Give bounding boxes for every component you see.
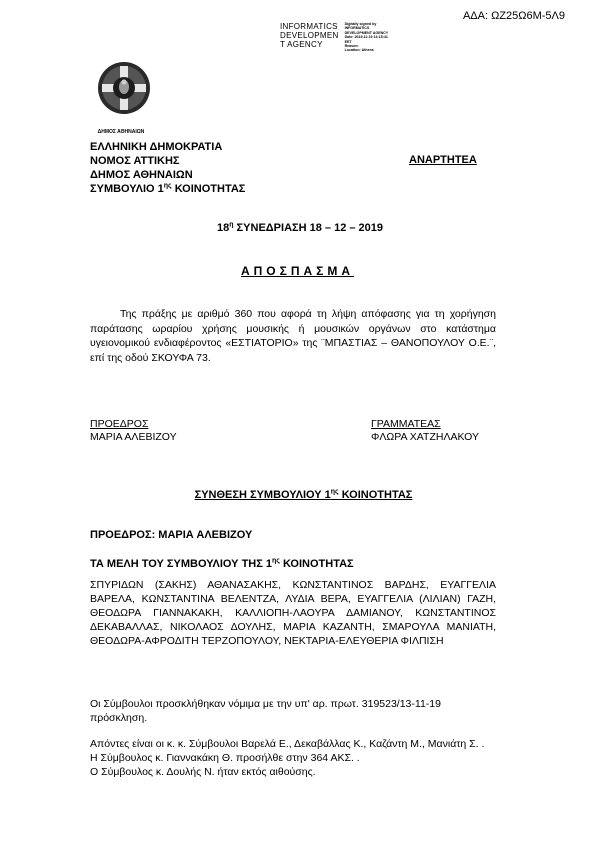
posting-label: ΑΝΑΡΤΗΤΕΑ <box>409 154 477 166</box>
header-line: ΝΟΜΟΣ ΑΤΤΙΚΗΣ <box>90 155 180 167</box>
composition-heading <box>0 489 595 501</box>
stamp-detail-line: Reason: <box>344 44 359 49</box>
heading-text: ΚΟΙΝΟΤΗΤΑΣ <box>338 489 413 501</box>
stamp-detail-line: Date: 2019.12.19 14:15:41 <box>344 35 388 40</box>
stamp-detail-line: DEVELOPMENT AGENCY <box>344 30 389 35</box>
municipality-logo <box>96 60 152 135</box>
heading-text: ΤΑ ΜΕΛΗ ΤΟΥ ΣΥΜΒΟΥΛΙΟΥ ΤΗΣ 1 <box>90 558 273 570</box>
stamp-detail-line: EET <box>344 39 352 44</box>
president-name: ΜΑΡΙΑ ΑΛΕΒΙΖΟΥ <box>90 431 177 443</box>
header-text: ΚΟΙΝΟΤΗΤΑΣ <box>171 183 246 195</box>
heading-text: ΚΟΙΝΟΤΗΤΑΣ <box>279 558 354 570</box>
note-line: Ο Σύμβουλος κ. Δουλής Ν. ήταν εκτός αιθούσης. <box>90 766 316 778</box>
note-line: Η Σύμβουλος κ. Γιαννακάκη Θ. προσήλθε στην 364 ΑΚΣ. . <box>90 752 360 764</box>
session-text: ΣΥΝΕΔΡΙΑΣΗ 18 – 12 – 2019 <box>233 222 384 234</box>
president-line: ΠΡΟΕΔΡΟΣ: ΜΑΡΙΑ ΑΛΕΒΙΖΟΥ <box>90 529 253 541</box>
secretary-signature <box>371 418 479 444</box>
decision-paragraph: Της πράξης με αριθμό 360 που αφορά τη λήψη απόφασης για τη χορήγηση παράτασης ωραρίου χρήσης μουσικής ή μουσικών οργάνων στο κατάστημα υγειονομικού ενδιαφέροντος «ΕΣΤΙΑΤΟΡΙΟ» της ¨ΜΠΑΣΤΙΑΣ – ΘΑΝΟΠΟΥΛΟΥ Ο.Ε.¨, επί της οδού ΣΚΟΥΦΑ 73. <box>90 308 496 364</box>
ada-code: ΑΔΑ: ΩΖ25Ω6Μ-5Λ9 <box>462 10 565 22</box>
stamp-detail-line: Location: Athens <box>344 48 374 53</box>
stamp-detail-line: INFORMATICS <box>344 26 370 31</box>
stamp-detail-line: Digitally signed by <box>344 22 377 26</box>
ordinal-suffix: η <box>229 221 234 229</box>
logo-caption: ΔΗΜΟΣ ΑΘΗΝΑΙΩΝ <box>97 129 145 135</box>
stamp-org-line: INFORMATICS <box>280 22 338 31</box>
members-heading <box>90 558 354 570</box>
stamp-org-line: T AGENCY <box>280 40 323 49</box>
secretary-name: ΦΛΩΡΑ ΧΑΤΖΗΛΑΚΟΥ <box>371 431 479 443</box>
header-line: ΔΗΜΟΣ ΑΘΗΝΑΙΩΝ <box>90 169 193 181</box>
president-title: ΠΡΟΕΔΡΟΣ <box>90 418 149 430</box>
invitation-text: Οι Σύμβουλοι προσκλήθηκαν νόμιμα με την υπ' αρ. πρωτ. 319523/13-11-19 πρόσκληση. <box>90 698 441 724</box>
president-signature <box>90 418 177 444</box>
stamp-org-line: DEVELOPMEN <box>280 31 339 40</box>
digital-signature-stamp <box>280 22 388 53</box>
attendance-notes <box>90 737 496 779</box>
ordinal-suffix: ης <box>330 488 339 496</box>
secretary-title: ΓΡΑΜΜΑΤΕΑΣ <box>371 418 441 430</box>
session-title <box>0 222 595 234</box>
ordinal-suffix: ης <box>272 557 280 565</box>
document-title: ΑΠΟΣΠΑΣΜΑ <box>240 264 355 278</box>
heading-text: ΣΥΝΘΕΣΗ ΣΥΜΒΟΥΛΙΟΥ 1 <box>194 489 331 501</box>
session-number: 18 <box>216 222 230 234</box>
header-text: ΣΥΜΒΟΥΛΙΟ 1 <box>90 183 164 195</box>
stamp-org-name <box>280 22 339 53</box>
members-list: ΣΠΥΡΙΔΩΝ (ΣΑΚΗΣ) ΑΘΑΝΑΣΑΚΗΣ, ΚΩΝΣΤΑΝΤΙΝΟΣ ΒΑΡΔΗΣ, ΕΥΑΓΓΕΛΙΑ ΒΑΡΕΛΑ, ΚΩΝΣΤΑΝΤΙΝΑ ΒΕΛΕΝΤΖΑ, ΛΥΔΙΑ ΒΕΡΑ, ΕΥΑΓΓΕΛΙΑ (ΛΙΛΙΑΝ) ΓΑΖΗ, ΘΕΟΔΩΡΑ ΓΙΑΝΝΑΚΑΚΗ, ΚΑΛΛΙΟΠΗ-ΛΑΟΥΡΑ ΔΑΜΙΑΝΟΥ, ΚΩΝΣΤΑΝΤΙΝΟΣ ΔΕΚΑΒΑΛΛΑΣ, ΝΙΚΟΛΑΟΣ ΔΟΥΛΗΣ, ΜΑΡΙΑ ΚΑΖΑΝΤΗ, ΣΜΑΡΟΥΛΑ ΜΑΝΙΑΤΗ, ΘΕΟΔΩΡΑ-ΑΦΡΟΔΙΤΗ ΤΕΡΖΟΠΟΥΛΟΥ, ΝΕΚΤΑΡΙΑ-ΕΛΕΥΘΕΡΙΑ ΦΙΛΠΙΣΗ <box>90 579 496 647</box>
header-line: ΕΛΛΗΝΙΚΗ ΔΗΜΟΚΡΑΤΙΑ <box>90 141 223 153</box>
stamp-details <box>345 22 389 53</box>
issuer-header <box>90 140 245 196</box>
header-line <box>90 182 245 196</box>
note-line: Απόντες είναι οι κ. κ. Σύμβουλοι Βαρελά Ε., Δεκαβάλλας Κ., Καζάντη Μ., Μανιάτη Σ. . <box>90 738 485 750</box>
ordinal-suffix: ης <box>163 182 172 190</box>
emblem-icon <box>96 60 152 126</box>
